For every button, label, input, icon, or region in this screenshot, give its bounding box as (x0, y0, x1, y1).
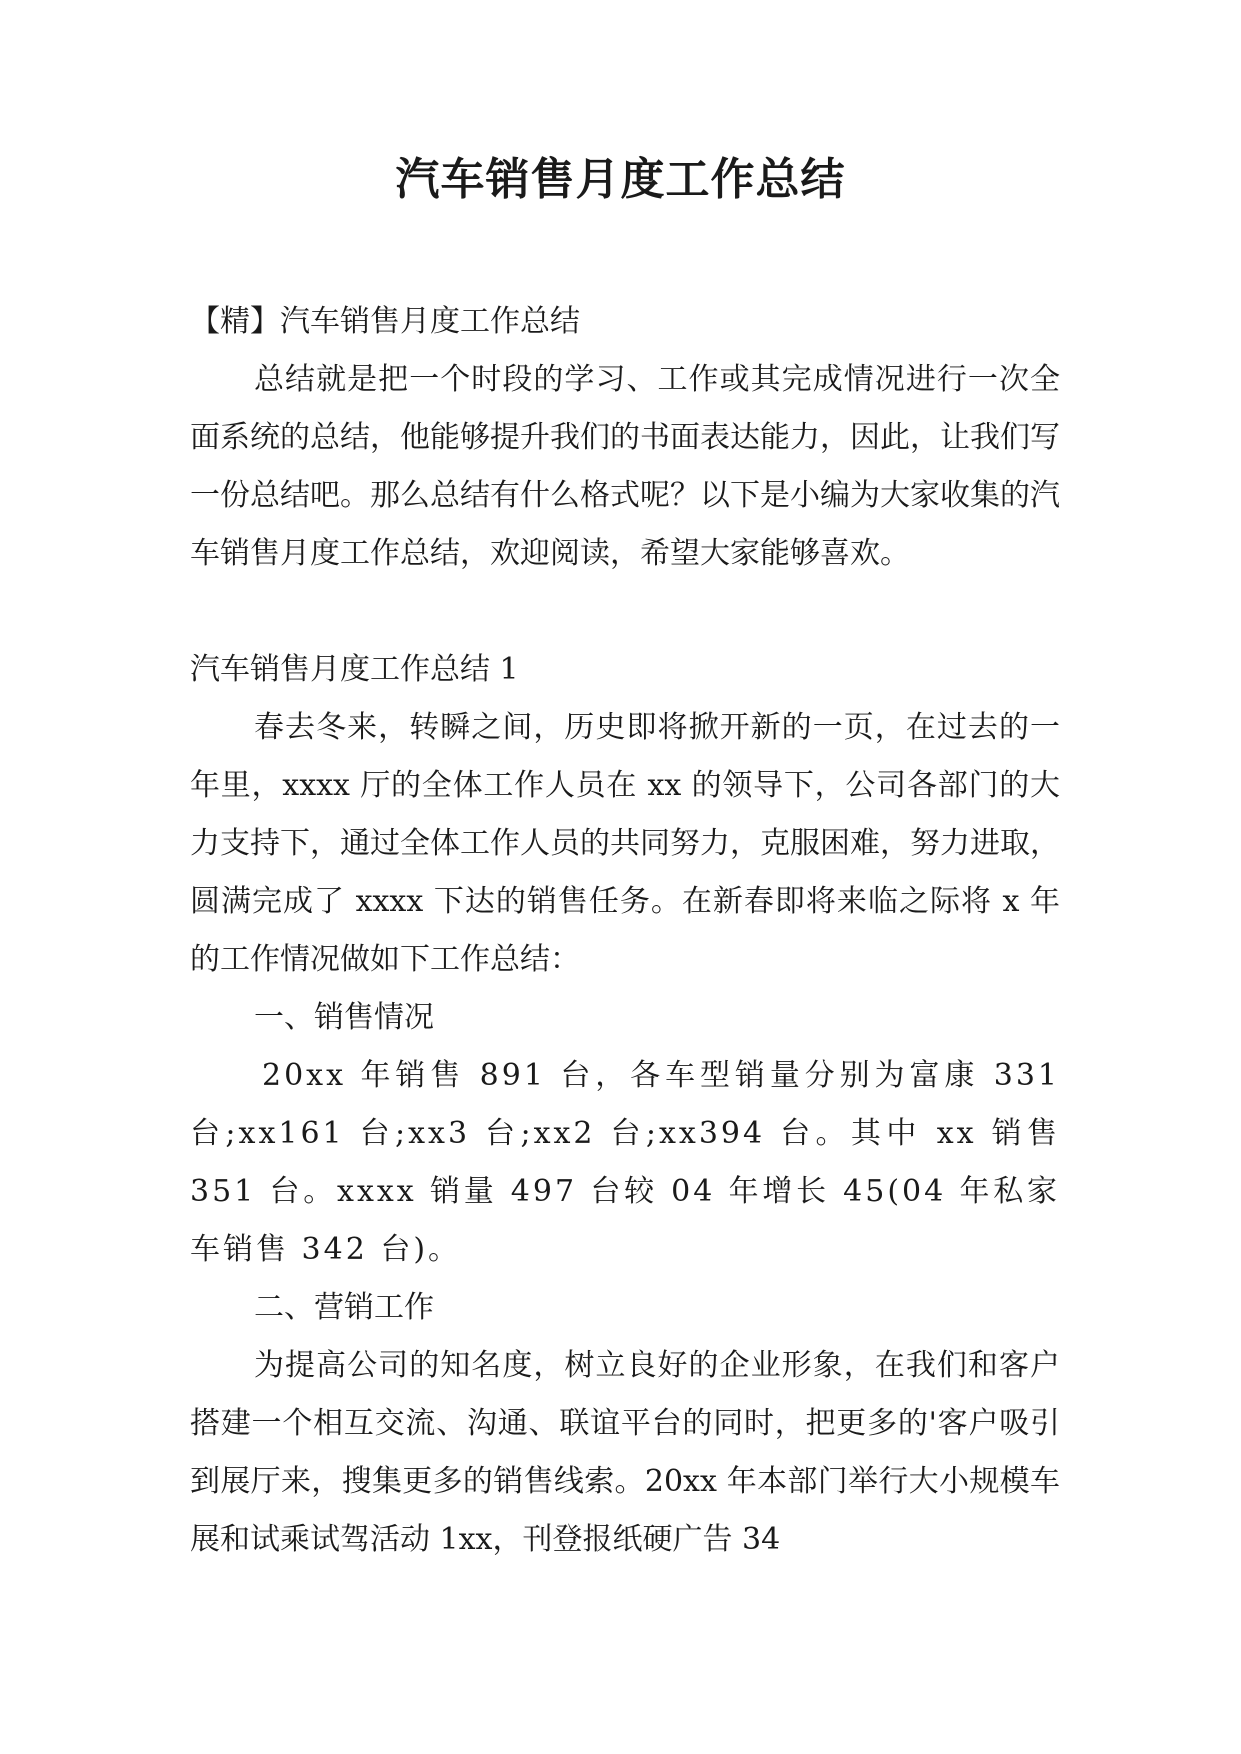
document-title: 汽车销售月度工作总结 (395, 154, 846, 205)
document-body (190, 293, 1060, 1569)
heading-sales: 一、销售情况 (254, 1000, 434, 1035)
section-paragraph-1: 春去冬来，转瞬之间，历史即将掀开新的一页，在过去的一年里，xxxx 厅的全体工作人员在 xx 的领导下，公司各部门的大力支持下，通过全体工作人员的共同努力，克服困难，努力进取，圆满完成了 xxxx 下达的销售任务。在新春即将来临之际将 x 年的工作情况做如下工作总结： (190, 710, 1060, 977)
paragraph-gap (190, 583, 1060, 641)
marketing-paragraph: 为提高公司的知名度，树立良好的企业形象，在我们和客户搭建一个相互交流、沟通、联谊平台的同时，把更多的'客户吸引到展厅来，搜集更多的销售线索。20xx 年本部门举行大小规模车展和试乘试驾活动 1xx，刊登报纸硬广告 34 (190, 1348, 1060, 1557)
heading-marketing: 二、营销工作 (254, 1290, 434, 1325)
section-title: 汽车销售月度工作总结 1 (190, 652, 519, 687)
sales-paragraph: 20xx 年销售 891 台，各车型销量分别为富康 331 台;xx161 台;xx3 台;xx2 台;xx394 台。其中 xx 销售 351 台。xxxx 销量 497 台较 04 年增长 45(04 年私家车销售 342 台)。 (190, 1058, 1060, 1267)
intro-paragraph: 总结就是把一个时段的学习、工作或其完成情况进行一次全面系统的总结，他能够提升我们的书面表达能力，因此，让我们写一份总结吧。那么总结有什么格式呢？以下是小编为大家收集的汽车销售月度工作总结，欢迎阅读，希望大家能够喜欢。 (190, 362, 1060, 571)
heading-line: 【精】汽车销售月度工作总结 (190, 304, 580, 339)
